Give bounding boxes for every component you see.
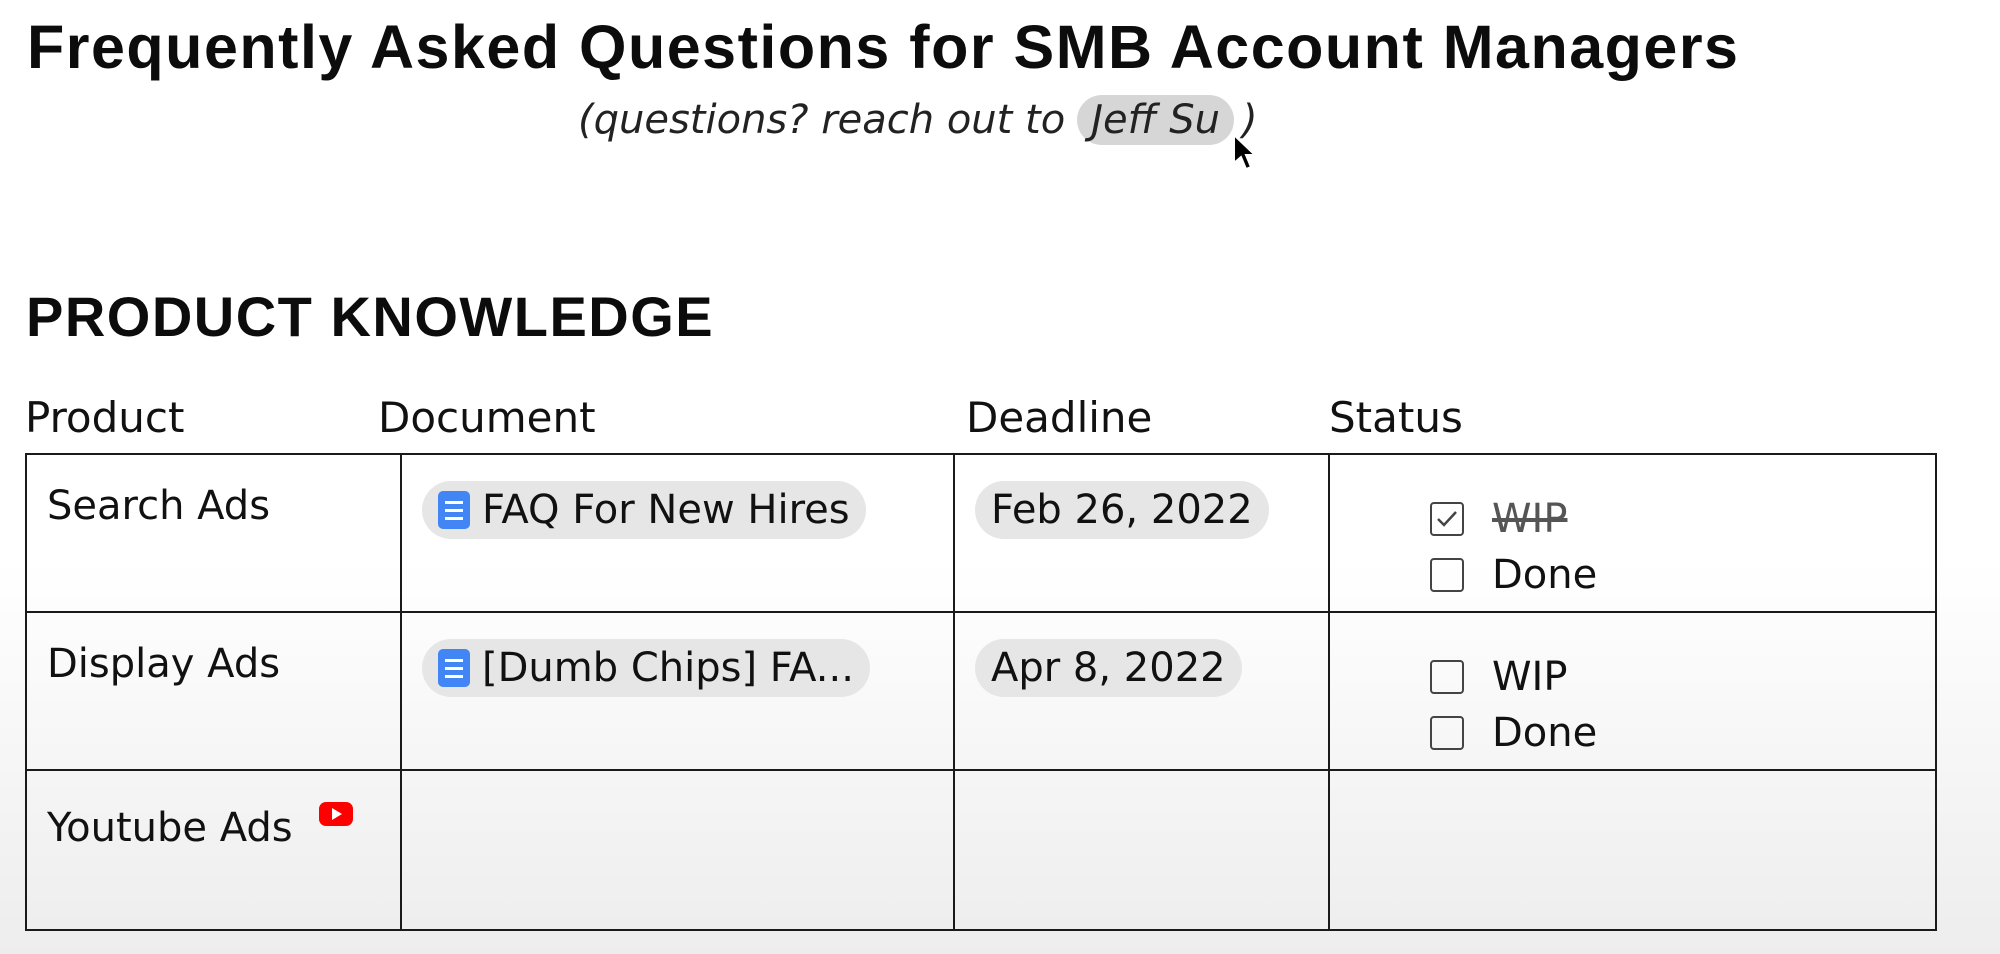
deadline-cell[interactable] [954,770,1329,930]
mouse-pointer-icon [1232,133,1258,173]
page-subtitle [578,95,1258,145]
deadline-cell[interactable] [954,454,1329,612]
product-cell[interactable] [26,454,401,612]
product-name: Display Ads [47,641,281,687]
checklist-label: WIP [1492,654,1568,700]
checkbox-unchecked-icon[interactable] [1430,660,1464,694]
google-docs-icon [438,649,470,687]
checklist-label: Done [1492,710,1598,756]
column-header-document: Document [378,393,596,442]
product-cell[interactable] [26,770,401,930]
status-cell[interactable] [1329,612,1936,770]
checkbox-unchecked-icon[interactable] [1430,558,1464,592]
checklist-label: Done [1492,552,1598,598]
section-heading: PRODUCT KNOWLEDGE [26,285,715,348]
document-cell[interactable] [401,612,954,770]
product-table [25,453,1937,931]
checkbox-unchecked-icon[interactable] [1430,716,1464,750]
document-cell[interactable] [401,770,954,930]
table-row [26,454,1936,612]
status-checklist [1430,649,1597,761]
status-cell[interactable] [1329,454,1936,612]
table-row [26,612,1936,770]
date-chip[interactable] [975,481,1269,539]
product-name: Youtube Ads [47,805,293,851]
document-cell[interactable] [401,454,954,612]
document-link-chip[interactable] [422,481,866,539]
column-header-deadline: Deadline [966,393,1153,442]
product-cell[interactable] [26,612,401,770]
subtitle-suffix: ) [1241,97,1258,143]
date-chip[interactable] [975,639,1242,697]
page-title: Frequently Asked Questions for SMB Account Managers [27,13,1740,81]
status-cell[interactable] [1329,770,1936,930]
checklist-item-wip[interactable] [1430,491,1597,547]
youtube-icon [319,801,353,827]
deadline-date: Apr 8, 2022 [991,645,1226,691]
product-name-with-icon [47,805,353,851]
subtitle-prefix: (questions? reach out to [578,97,1066,143]
document-title: FAQ For New Hires [482,487,850,533]
deadline-cell[interactable] [954,612,1329,770]
status-checklist [1430,491,1597,603]
google-docs-icon [438,491,470,529]
document-title: [Dumb Chips] FA... [482,645,854,691]
product-name: Search Ads [47,483,271,529]
column-header-product: Product [25,393,185,442]
checklist-item-wip[interactable] [1430,649,1597,705]
table-row [26,770,1936,930]
column-header-status: Status [1329,393,1463,442]
checklist-item-done[interactable] [1430,547,1597,603]
checklist-item-done[interactable] [1430,705,1597,761]
deadline-date: Feb 26, 2022 [991,487,1253,533]
person-mention-chip[interactable]: Jeff Su [1077,95,1234,145]
checkbox-checked-icon[interactable] [1430,502,1464,536]
checklist-label: WIP [1492,496,1568,542]
document-link-chip[interactable] [422,639,870,697]
